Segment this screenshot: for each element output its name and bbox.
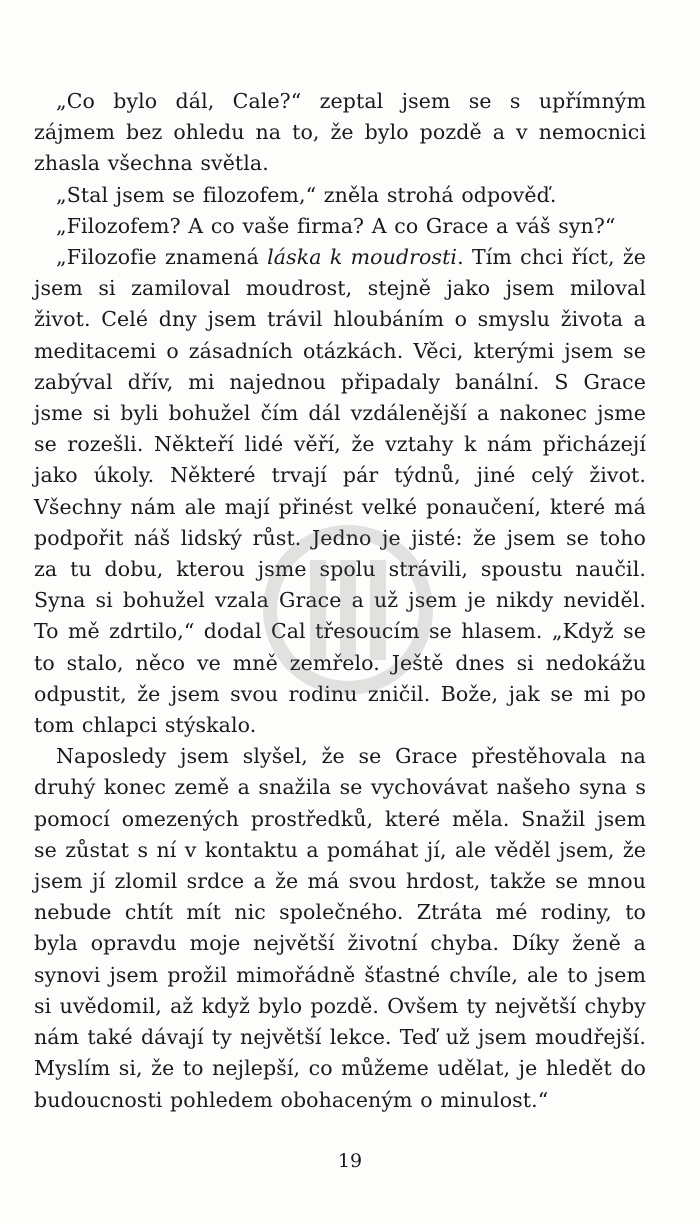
paragraph-4-start: „Filozofie znamená [56, 245, 268, 270]
paragraph-3: „Filozofem? A co vaše firma? A co Grace a váš syn?“ [56, 213, 616, 238]
paragraph-4 [34, 242, 646, 741]
page-number: 19 [337, 1150, 363, 1172]
paragraph-1: „Co bylo dál, Cale?“ zeptal jsem se s upřímným zájmem bez ohledu na to, že bylo pozdě a v nemocnici zhasla všechna světla. [34, 89, 646, 176]
paragraph-5: Naposledy jsem slyšel, že se Grace přestěhovala na druhý konec země a snažila se vychovávat našeho syna s pomocí omezených prostředků, které měla. Snažil jsem se zůstat s ní v kontaktu a pomáhat jí, ale věděl jsem, že jsem jí zlomil srdce a že má svou hrdost, takže se mnou nebude chtít mít nic společného. Ztráta mé rodiny, to byla opravdu moje největší životní chyba. Díky ženě a synovi jsem prožil mimořádně šťastné chvíle, ale to jsem si uvědomil, až když bylo pozdě. Ovšem ty největší chyby nám také dávají ty největší lekce. Teď už jsem moudřejší. Myslím si, že to nejlepší, co můžeme udělat, je hledět do budoucnosti pohledem obohaceným o minulost.“ [34, 744, 646, 1112]
paragraph-4-rest: . Tím chci říct, že jsem si zamiloval moudrost, stejně jako jsem miloval život. Celé dny jsem trávil hloubáním o smyslu života a meditacemi o zásadních otázkách. Věci, kterými jsem se zabýval dřív, mi najednou připadaly banální. S Grace jsme si byli bohužel čím dál vzdálenější a nakonec jsme se rozešli. Někteří lidé věří, že vztahy k nám přicházejí jako úkoly. Některé trvají pár týdnů, jiné celý život. Všechny nám ale mají přinést velké ponaučení, které má podpořit náš lidský růst. Jedno je jisté: že jsem se toho za tu dobu, kterou jsme spolu strávili, spoustu naučil. Syna si bohužel vzala Grace a už jsem je nikdy neviděl. To mě zdrtilo,“ dodal Cal třesoucím se hlasem. „Když se to stalo, něco ve mně zemřelo. Ještě dnes si nedokážu odpustit, že jsem svou rodinu zničil. Bože, jak se mi po tom chlapci stýskalo. [34, 245, 646, 738]
paragraph-2: „Stal jsem se filozofem,“ zněla strohá odpověď. [56, 182, 557, 207]
body-text [34, 86, 646, 1116]
paragraph-4-emphasis: láska k moudrosti [267, 245, 458, 270]
